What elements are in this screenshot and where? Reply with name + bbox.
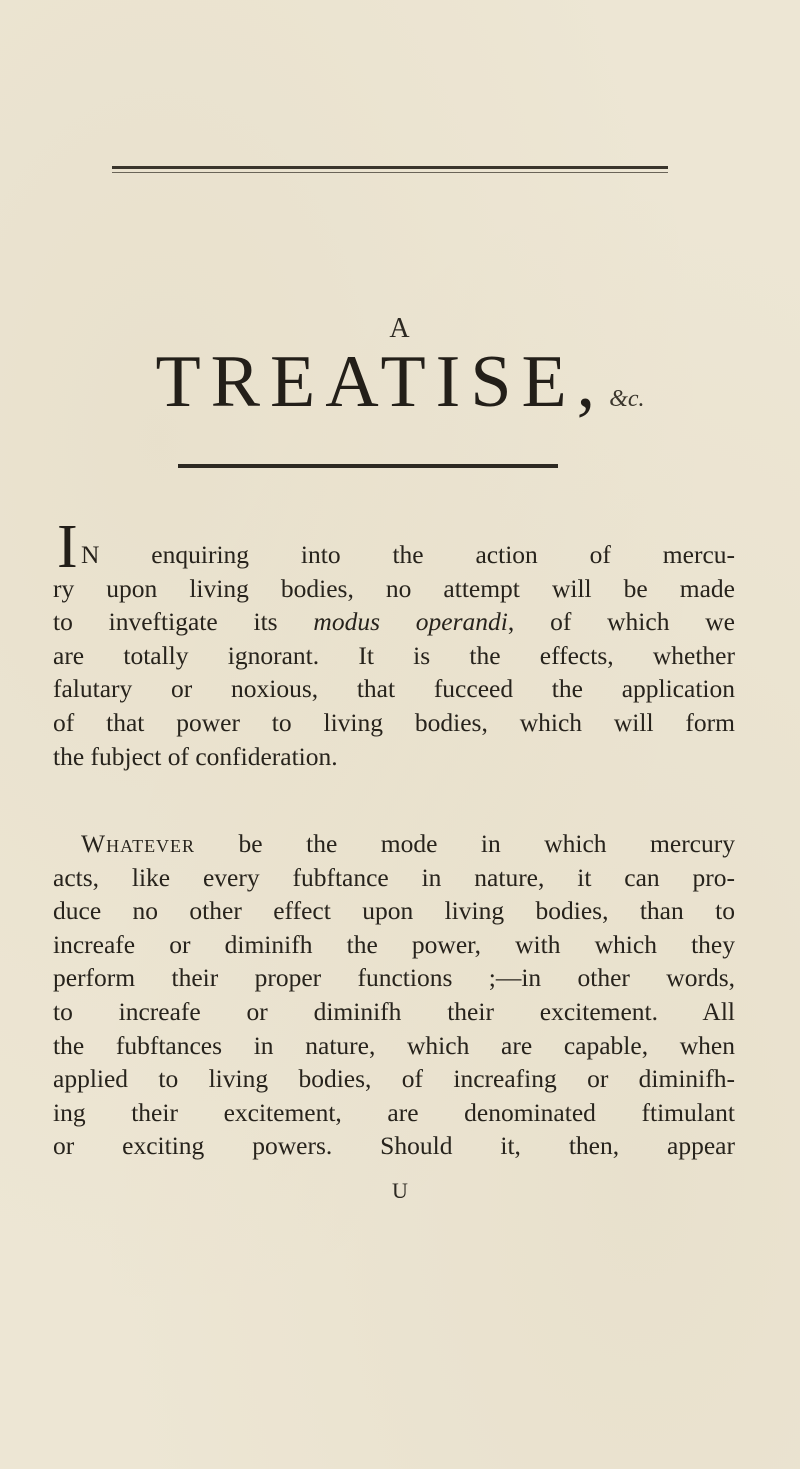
text-line: perform their proper functions ;—in other words, bbox=[53, 963, 735, 993]
text-segment: be the mode in which mercury bbox=[195, 829, 735, 858]
top-rule-thin bbox=[112, 172, 668, 173]
text-line: are totally ignorant. It is the effects, whether bbox=[53, 640, 735, 670]
paragraph-1 bbox=[53, 538, 735, 773]
text-line: to increafe or diminifh their excitement. All bbox=[53, 996, 735, 1026]
title-article: A bbox=[389, 313, 411, 344]
text-line: N enquiring into the action of mercu- bbox=[81, 540, 735, 569]
page-title: TREATISE, bbox=[155, 341, 606, 423]
text-line bbox=[53, 605, 735, 639]
lead-word: Whatever bbox=[81, 829, 196, 858]
top-rule bbox=[112, 166, 668, 169]
italic-phrase: modus operandi bbox=[313, 607, 508, 637]
drop-cap: I bbox=[57, 513, 78, 581]
text-line: or exciting powers. Should it, then, appear bbox=[53, 1131, 735, 1161]
text-line: the fubject of confideration. bbox=[53, 741, 338, 771]
section-rule bbox=[178, 464, 558, 468]
text-segment: , of which we bbox=[507, 607, 735, 637]
title-etc: &c. bbox=[609, 386, 645, 412]
text-segment: to inveftigate its bbox=[53, 607, 278, 637]
text-line: ry upon living bodies, no attempt will be made bbox=[53, 573, 735, 603]
text-line: acts, like every fubftance in nature, it can pro- bbox=[53, 862, 735, 892]
text-line: increafe or diminifh the power, with which they bbox=[53, 929, 735, 959]
text-line: applied to living bodies, of increafing or diminifh- bbox=[53, 1064, 735, 1094]
text-line: of that power to living bodies, which will form bbox=[53, 707, 735, 737]
text-line: ing their excitement, are denominated ftimulant bbox=[53, 1097, 735, 1127]
title-block bbox=[0, 340, 800, 425]
text-line bbox=[53, 827, 735, 861]
paragraph-2 bbox=[53, 827, 735, 1163]
text-line: falutary or noxious, that fucceed the application bbox=[53, 674, 735, 704]
text-line: duce no other effect upon living bodies, than to bbox=[53, 896, 735, 926]
signature-mark: U bbox=[392, 1178, 408, 1203]
text-line: the fubftances in nature, which are capable, when bbox=[53, 1030, 735, 1060]
